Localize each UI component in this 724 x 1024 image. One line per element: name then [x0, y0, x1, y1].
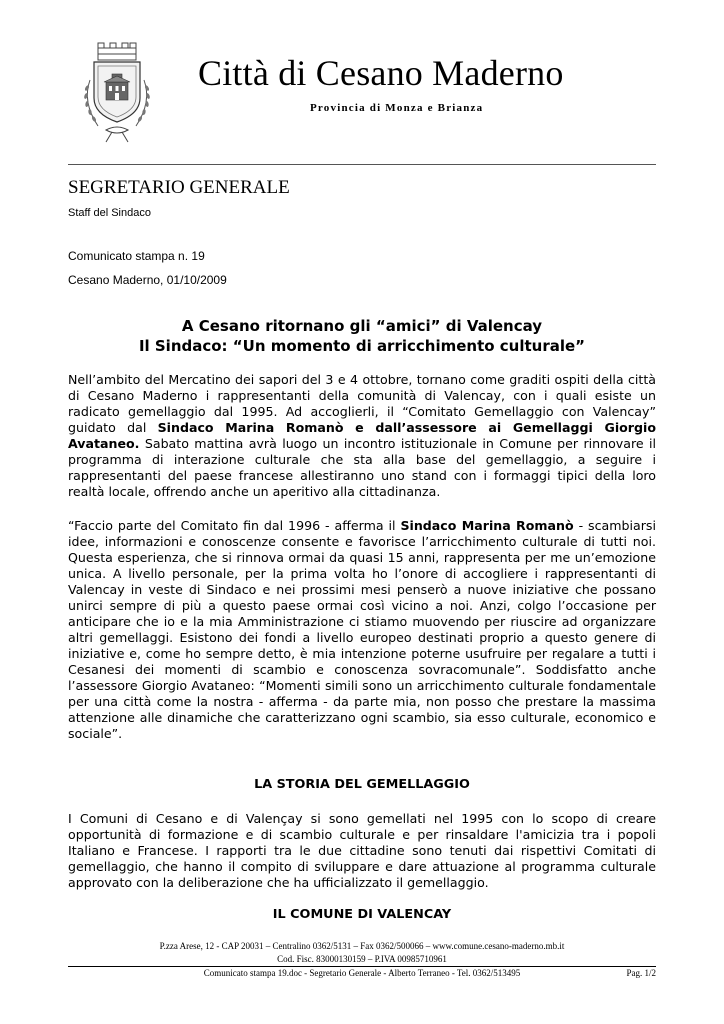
province-subtitle: Provincia di Monza e Brianza [310, 102, 484, 114]
municipal-crest-icon [76, 40, 158, 146]
footer-divider [68, 966, 656, 967]
footer-document-info: Comunicato stampa 19.doc - Segretario Generale - Alberto Terraneo - Tel. 0362/513495 [203, 968, 521, 978]
headline-line-1: A Cesano ritornano gli “amici” di Valencay [181, 317, 543, 335]
paragraph-text: Sabato mattina avrà luogo un incontro istituzionale in Comune per rinnovare il programma di interazione culturale che sta alla base del gemellaggio, a seguire i rappresentanti del paese francese allestiranno uno stand con i formaggi tipici della loro realtà locale, offrendo anche un aperitivo alla cittadinanza. [68, 436, 656, 499]
paragraph-text: Nell’ambito del Mercatino dei sapori del 3 e 4 ottobre, tornano come graditi ospiti della città di Cesano Maderno i rappresentanti della comunità di Valencay, con i quali esiste un radicato gemellaggio dal 1995. Ad accoglierli, il “Comitato Gemellaggio con Valencay” guidato dal [68, 372, 656, 435]
page-number: Pag. 1/2 [626, 968, 656, 978]
footer-fiscal: Cod. Fisc. 83000130159 – P.IVA 00985710961 [277, 954, 447, 964]
paragraph-storia: I Comuni di Cesano e di Valençay si sono gemellati nel 1995 con lo scopo di creare opportunità di formazione e di scambio culturale e per rinsaldare l'amicizia tra i popoli Italiano e Francese. I rapporti tra le due cittadine sono tenuti dai rispettivi Comitati di gemellaggio, che hanno il compito di sviluppare e dare attuazione al programma culturale approvato con la deliberazione che ha ufficializzato il gemellaggio. [68, 811, 656, 890]
paragraph-text: “Faccio parte del Comitato fin dal 1996 - afferma il [68, 518, 401, 533]
paragraph-bold-text: Sindaco Marina Romanò e dall’assessore ai Gemellaggi Giorgio Avataneo. [68, 420, 656, 451]
paragraph-intro [68, 372, 656, 500]
press-release-number: Comunicato stampa n. 19 [68, 249, 205, 263]
section-heading-comune: IL COMUNE DI VALENCAY [272, 907, 452, 922]
paragraph-bold-text: Sindaco Marina Romanò [400, 518, 574, 533]
header-divider [68, 164, 656, 165]
headline-line-2: Il Sindaco: “Un momento di arricchimento culturale” [138, 337, 586, 355]
section-heading-storia: LA STORIA DEL GEMELLAGGIO [254, 777, 470, 792]
footer-address: P.zza Arese, 12 - CAP 20031 – Centralino 0362/5131 – Fax 0362/500066 – www.comune.cesano-maderno.mb.it [159, 941, 565, 951]
place-date: Cesano Maderno, 01/10/2009 [68, 273, 227, 287]
paragraph-quote [68, 518, 656, 742]
city-title: Città di Cesano Maderno [198, 53, 564, 93]
office-staff-label: Staff del Sindaco [68, 207, 151, 219]
office-section-title: SEGRETARIO GENERALE [68, 177, 290, 198]
paragraph-text: - scambiarsi idee, informazioni e conoscenze consente e favorisce l’arricchimento culturale di tutti noi. Questa esperienza, che si rinnova ormai da quasi 15 anni, rappresenta per me un’emozione unica. A livello personale, per la prima volta ho l’onore di accogliere i rappresentanti di Valencay in veste di Sindaco e nei prossimi mesi penserò a nuove iniziative che possano unirci sempre di più a questo paese ormai così vicino a noi. Anzi, colgo l’occasione per anticipare che io e la mia Amministrazione ci stiamo muovendo per riuscire ad organizzare altri gemellaggi. Esistono dei fondi a livello europeo destinati proprio a questo genere di iniziative e, come ho sempre detto, è mia intenzione poterne usufruire per regalare a tutti i Cesanesi dei momenti di scambio e conoscenza sovracomunale”. Soddisfatto anche l’assessore Giorgio Avataneo: “Momenti simili sono un arricchimento culturale fondamentale per una città come la nostra - afferma - da parte mia, non posso che prestare la massima attenzione alle dinamiche che caratterizzano ogni scambio, sia esso culturale, economico e sociale”. [68, 518, 656, 741]
